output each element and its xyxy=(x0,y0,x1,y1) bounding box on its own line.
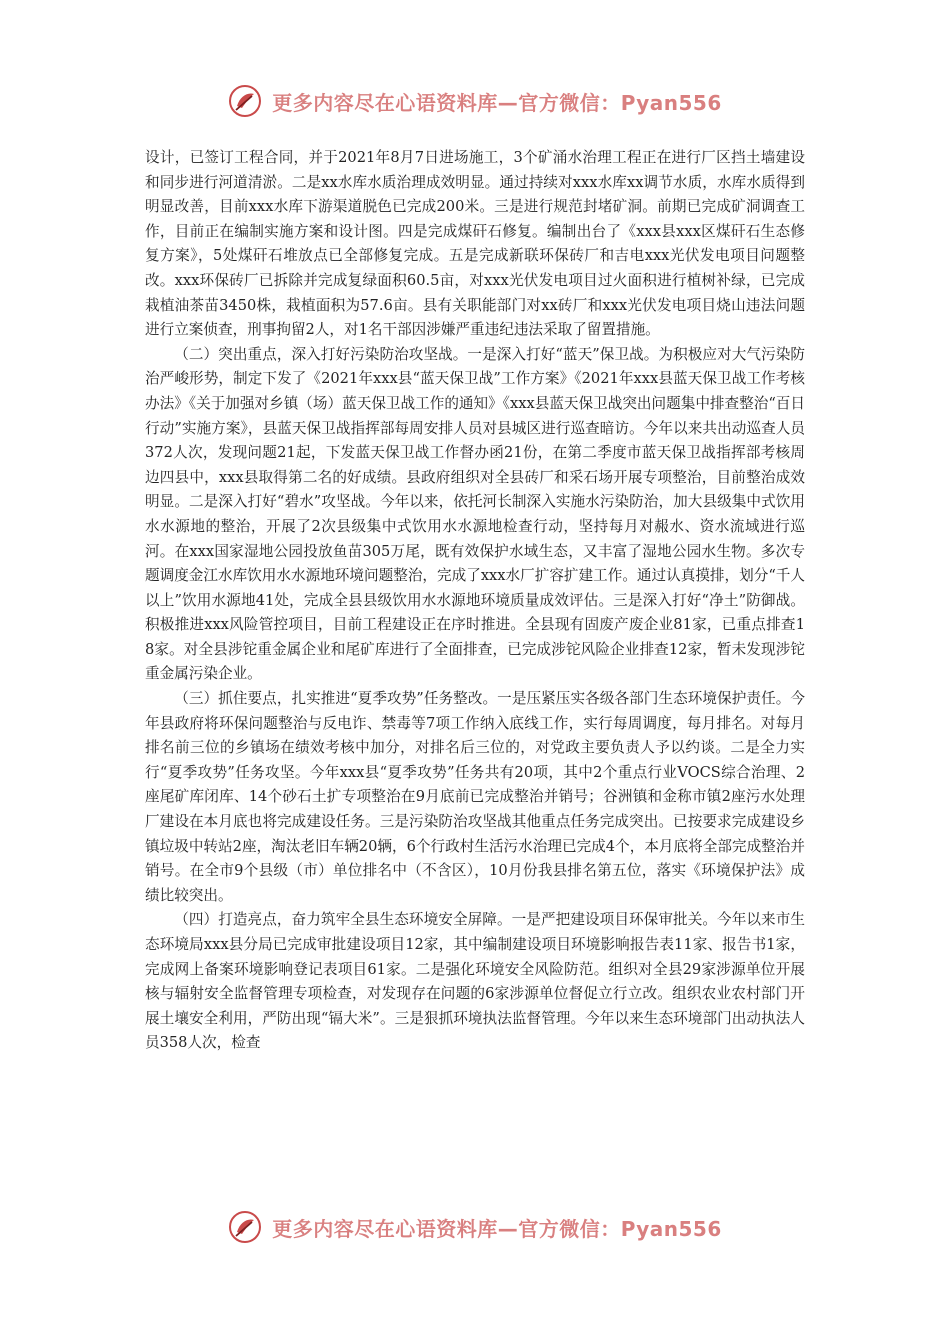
watermark-text: 更多内容尽在心语资料库—官方微信：Pyan556 xyxy=(272,1216,722,1241)
paragraph-2: （二）突出重点，深入打好污染防治攻坚战。一是深入打好“蓝天”保卫战。为积极应对大气污染防治严峻形势，制定下发了《2021年xxx县“蓝天保卫战”工作方案》《2021年xxx县蓝天保卫战工作考核办法》《关于加强对乡镇（场）蓝天保卫战工作的通知》《xxx县蓝天保卫战突出问题集中排查整治“百日行动”实施方案》，县蓝天保卫战指挥部每周安排人员对县城区进行巡查暗访。今年以来共出动巡查人员372人次，发现问题21起，下发蓝天保卫战工作督办函21份，在第二季度市蓝天保卫战指挥部考核周边四县中，xxx县取得第二名的好成绩。县政府组织对全县砖厂和采石场开展专项整治，目前整治成效明显。二是深入打好“碧水”攻坚战。今年以来，依托河长制深入实施水污染防治，加大县级集中式饮用水水源地的整治，开展了2次县级集中式饮用水水源地检查行动，坚持每月对赧水、资水流域进行巡河。在xxx国家湿地公园投放鱼苗305万尾，既有效保护水域生态，又丰富了湿地公园水生物。多次专题调度金江水库饮用水水源地环境问题整治，完成了xxx水厂扩容扩建工作。通过认真摸排，划分“千人以上”饮用水源地41处，完成全县县级饮用水水源地环境质量成效评估。三是深入打好“净土”防御战。积极推进xxx风险管控项目，目前工程建设正在序时推进。全县现有固废产废企业81家，已重点排查18家。对全县涉铊重金属企业和尾矿库进行了全面排查，已完成涉铊风险企业排查12家，暂未发现涉铊重金属污染企业。 xyxy=(145,345,805,683)
footer-watermark-banner xyxy=(0,1210,950,1244)
document-body xyxy=(145,146,805,1056)
paragraph-1: 设计，已签订工程合同，并于2021年8月7日进场施工，3个矿涌水治理工程正在进行厂区挡土墙建设和同步进行河道清淤。二是xx水库水质治理成效明显。通过持续对xxx水库xx调节水质，水库水质得到明显改善，目前xxx水库下游渠道脱色已完成200米。三是进行规范封堵矿洞。前期已完成矿洞调查工作，目前正在编制实施方案和设计图。四是完成煤矸石修复。编制出台了《xxx县xxx区煤矸石生态修复方案》，5处煤矸石堆放点已全部修复完成。五是完成新联环保砖厂和吉电xxx光伏发电项目问题整改。xxx环保砖厂已拆除并完成复绿面积60.5亩，对xxx光伏发电项目过火面积进行植树补绿，已完成栽植油茶苗3450株，栽植面积为57.6亩。县有关职能部门对xx砖厂和xxx光伏发电项目烧山违法问题进行立案侦查，刑事拘留2人，对1名干部因涉嫌严重违纪违法采取了留置措施。 xyxy=(145,149,805,339)
watermark-logo-icon xyxy=(228,1210,262,1244)
paragraph-4: （四）打造亮点，奋力筑牢全县生态环境安全屏障。一是严把建设项目环保审批关。今年以来市生态环境局xxx县分局已完成审批建设项目12家，其中编制建设项目环境影响报告表11家、报告书1家，完成网上备案环境影响登记表项目61家。二是强化环境安全风险防范。组织对全县29家涉源单位开展核与辐射安全监督管理专项检查，对发现存在问题的6家涉源单位督促立行立改。组织农业农村部门开展土壤安全利用，严防出现“镉大米”。三是狠抓环境执法监督管理。今年以来生态环境部门出动执法人员358人次，检查 xyxy=(145,911,805,1052)
header-watermark-banner xyxy=(0,84,950,118)
watermark-logo-icon xyxy=(228,84,262,118)
watermark-text: 更多内容尽在心语资料库—官方微信：Pyan556 xyxy=(272,90,722,115)
paragraph-3: （三）抓住要点，扎实推进“夏季攻势”任务整改。一是压紧压实各级各部门生态环境保护责任。今年县政府将环保问题整治与反电诈、禁毒等7项工作纳入底线工作，实行每周调度，每月排名。对每月排名前三位的乡镇场在绩效考核中加分，对排名后三位的，对党政主要负责人予以约谈。二是全力实行“夏季攻势”任务攻坚。今年xxx县“夏季攻势”任务共有20项，其中2个重点行业VOCS综合治理、2座尾矿库闭库、14个砂石土扩专项整治在9月底前已完成整治并销号；谷洲镇和金称市镇2座污水处理厂建设在本月底也将完成建设任务。三是污染防治攻坚战其他重点任务完成突出。已按要求完成建设乡镇垃圾中转站2座，淘汰老旧车辆20辆，6个行政村生活污水治理已完成4个，本月底将全部完成整治并销号。在全市9个县级（市）单位排名中（不含区），10月份我县排名第五位，落实《环境保护法》成绩比较突出。 xyxy=(145,690,805,904)
